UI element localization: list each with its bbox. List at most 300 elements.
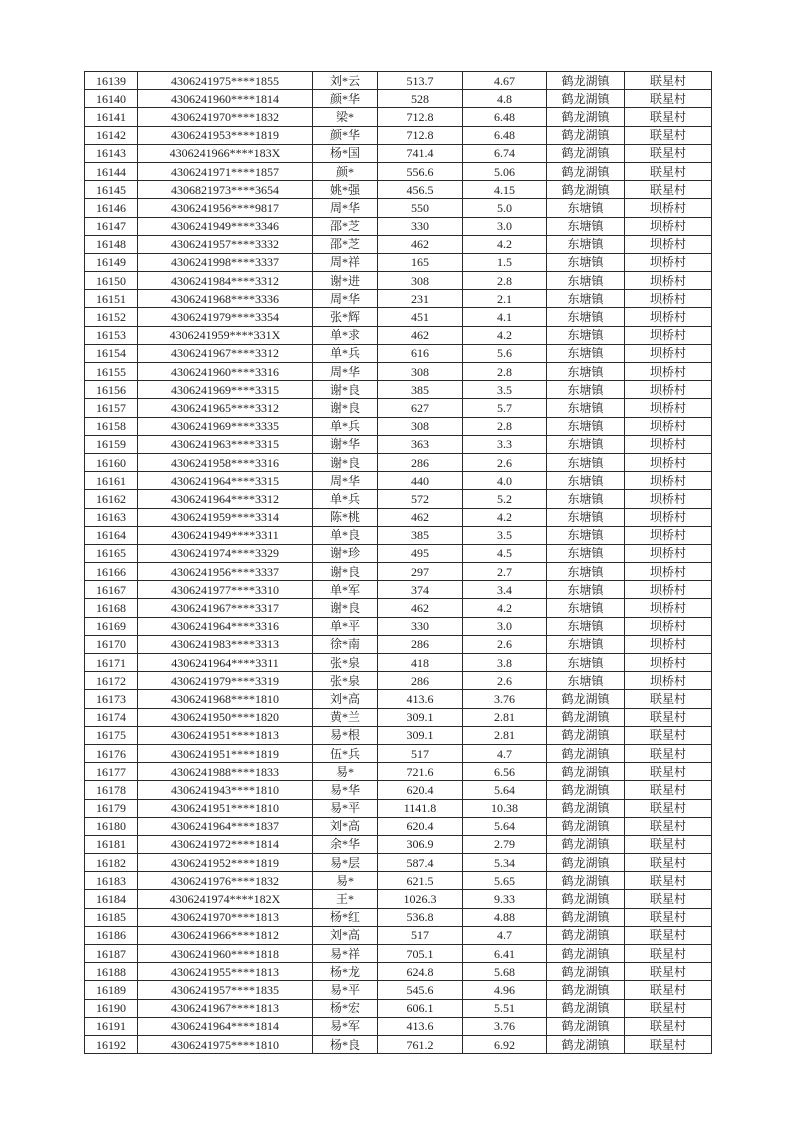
id-number-cell: 4306241963****3315: [138, 435, 313, 453]
amount-cell: 451: [378, 308, 463, 326]
quantity-cell: 3.8: [463, 654, 547, 672]
serial-number-cell: 16154: [85, 344, 138, 362]
name-cell: 易*平: [313, 981, 378, 999]
village-cell: 坝桥村: [625, 599, 712, 617]
amount-cell: 413.6: [378, 1017, 463, 1035]
town-cell: 东塘镇: [547, 490, 625, 508]
town-cell: 鹤龙湖镇: [547, 817, 625, 835]
id-number-cell: 4306241958****3316: [138, 453, 313, 471]
town-cell: 鹤龙湖镇: [547, 1035, 625, 1053]
village-cell: 坝桥村: [625, 453, 712, 471]
village-cell: 联星村: [625, 926, 712, 944]
town-cell: 鹤龙湖镇: [547, 181, 625, 199]
village-cell: 联星村: [625, 781, 712, 799]
serial-number-cell: 16156: [85, 381, 138, 399]
table-row: [85, 490, 712, 508]
amount-cell: 308: [378, 417, 463, 435]
amount-cell: 587.4: [378, 854, 463, 872]
table-row: [85, 617, 712, 635]
table-row: [85, 326, 712, 344]
village-cell: 坝桥村: [625, 490, 712, 508]
records-tbody: [85, 72, 712, 1054]
serial-number-cell: 16192: [85, 1035, 138, 1053]
town-cell: 东塘镇: [547, 472, 625, 490]
village-cell: 联星村: [625, 999, 712, 1017]
village-cell: 坝桥村: [625, 344, 712, 362]
name-cell: 姚*强: [313, 181, 378, 199]
town-cell: 东塘镇: [547, 453, 625, 471]
quantity-cell: 3.4: [463, 581, 547, 599]
name-cell: 易*: [313, 763, 378, 781]
town-cell: 东塘镇: [547, 635, 625, 653]
town-cell: 东塘镇: [547, 272, 625, 290]
amount-cell: 231: [378, 290, 463, 308]
name-cell: 杨*国: [313, 144, 378, 162]
serial-number-cell: 16148: [85, 235, 138, 253]
serial-number-cell: 16143: [85, 144, 138, 162]
name-cell: 陈*桃: [313, 508, 378, 526]
id-number-cell: 4306241968****1810: [138, 690, 313, 708]
id-number-cell: 4306241959****331X: [138, 326, 313, 344]
serial-number-cell: 16190: [85, 999, 138, 1017]
name-cell: 颜*华: [313, 90, 378, 108]
serial-number-cell: 16180: [85, 817, 138, 835]
name-cell: 周*华: [313, 290, 378, 308]
table-row: [85, 1017, 712, 1035]
quantity-cell: 5.64: [463, 781, 547, 799]
quantity-cell: 5.51: [463, 999, 547, 1017]
serial-number-cell: 16174: [85, 708, 138, 726]
name-cell: 刘*高: [313, 817, 378, 835]
name-cell: 单*兵: [313, 417, 378, 435]
town-cell: 鹤龙湖镇: [547, 726, 625, 744]
village-cell: 联星村: [625, 963, 712, 981]
village-cell: 联星村: [625, 908, 712, 926]
name-cell: 易*根: [313, 726, 378, 744]
id-number-cell: 4306241959****3314: [138, 508, 313, 526]
id-number-cell: 4306821973****3654: [138, 181, 313, 199]
quantity-cell: 5.6: [463, 344, 547, 362]
id-number-cell: 4306241972****1814: [138, 835, 313, 853]
town-cell: 鹤龙湖镇: [547, 144, 625, 162]
id-number-cell: 4306241957****3332: [138, 235, 313, 253]
serial-number-cell: 16189: [85, 981, 138, 999]
amount-cell: 517: [378, 744, 463, 762]
name-cell: 杨*宏: [313, 999, 378, 1017]
village-cell: 坝桥村: [625, 635, 712, 653]
serial-number-cell: 16147: [85, 217, 138, 235]
serial-number-cell: 16139: [85, 72, 138, 90]
quantity-cell: 5.64: [463, 817, 547, 835]
quantity-cell: 4.67: [463, 72, 547, 90]
town-cell: 东塘镇: [547, 599, 625, 617]
serial-number-cell: 16153: [85, 326, 138, 344]
quantity-cell: 5.0: [463, 199, 547, 217]
table-row: [85, 890, 712, 908]
village-cell: 联星村: [625, 763, 712, 781]
village-cell: 坝桥村: [625, 508, 712, 526]
quantity-cell: 3.0: [463, 617, 547, 635]
table-row: [85, 435, 712, 453]
table-row: [85, 399, 712, 417]
serial-number-cell: 16151: [85, 290, 138, 308]
amount-cell: 456.5: [378, 181, 463, 199]
name-cell: 杨*良: [313, 1035, 378, 1053]
town-cell: 鹤龙湖镇: [547, 981, 625, 999]
table-row: [85, 599, 712, 617]
serial-number-cell: 16167: [85, 581, 138, 599]
quantity-cell: 2.8: [463, 417, 547, 435]
town-cell: 鹤龙湖镇: [547, 690, 625, 708]
town-cell: 鹤龙湖镇: [547, 763, 625, 781]
town-cell: 东塘镇: [547, 526, 625, 544]
table-row: [85, 162, 712, 180]
village-cell: 坝桥村: [625, 472, 712, 490]
quantity-cell: 4.2: [463, 599, 547, 617]
village-cell: 坝桥村: [625, 399, 712, 417]
quantity-cell: 4.2: [463, 326, 547, 344]
id-number-cell: 4306241967****3312: [138, 344, 313, 362]
quantity-cell: 6.74: [463, 144, 547, 162]
name-cell: 徐*南: [313, 635, 378, 653]
town-cell: 鹤龙湖镇: [547, 872, 625, 890]
quantity-cell: 4.2: [463, 235, 547, 253]
amount-cell: 462: [378, 508, 463, 526]
table-row: [85, 672, 712, 690]
village-cell: 坝桥村: [625, 363, 712, 381]
id-number-cell: 4306241956****9817: [138, 199, 313, 217]
town-cell: 鹤龙湖镇: [547, 926, 625, 944]
name-cell: 谢*良: [313, 563, 378, 581]
town-cell: 鹤龙湖镇: [547, 708, 625, 726]
id-number-cell: 4306241955****1813: [138, 963, 313, 981]
quantity-cell: 4.88: [463, 908, 547, 926]
quantity-cell: 2.6: [463, 635, 547, 653]
quantity-cell: 3.76: [463, 1017, 547, 1035]
table-row: [85, 999, 712, 1017]
village-cell: 联星村: [625, 144, 712, 162]
serial-number-cell: 16178: [85, 781, 138, 799]
town-cell: 东塘镇: [547, 217, 625, 235]
serial-number-cell: 16141: [85, 108, 138, 126]
table-row: [85, 563, 712, 581]
amount-cell: 1141.8: [378, 799, 463, 817]
quantity-cell: 4.5: [463, 544, 547, 562]
name-cell: 张*辉: [313, 308, 378, 326]
quantity-cell: 4.0: [463, 472, 547, 490]
amount-cell: 620.4: [378, 817, 463, 835]
name-cell: 谢*华: [313, 435, 378, 453]
name-cell: 易*华: [313, 781, 378, 799]
town-cell: 东塘镇: [547, 544, 625, 562]
name-cell: 周*华: [313, 199, 378, 217]
id-number-cell: 4306241976****1832: [138, 872, 313, 890]
serial-number-cell: 16186: [85, 926, 138, 944]
table-row: [85, 108, 712, 126]
table-row: [85, 290, 712, 308]
town-cell: 东塘镇: [547, 417, 625, 435]
name-cell: 刘*高: [313, 926, 378, 944]
town-cell: 鹤龙湖镇: [547, 854, 625, 872]
quantity-cell: 10.38: [463, 799, 547, 817]
name-cell: 杨*龙: [313, 963, 378, 981]
village-cell: 联星村: [625, 817, 712, 835]
name-cell: 谢*良: [313, 399, 378, 417]
id-number-cell: 4306241951****1813: [138, 726, 313, 744]
id-number-cell: 4306241984****3312: [138, 272, 313, 290]
quantity-cell: 2.6: [463, 453, 547, 471]
name-cell: 梁*: [313, 108, 378, 126]
quantity-cell: 2.7: [463, 563, 547, 581]
table-row: [85, 544, 712, 562]
name-cell: 易*层: [313, 854, 378, 872]
quantity-cell: 4.8: [463, 90, 547, 108]
town-cell: 鹤龙湖镇: [547, 781, 625, 799]
serial-number-cell: 16155: [85, 363, 138, 381]
name-cell: 单*良: [313, 526, 378, 544]
amount-cell: 286: [378, 635, 463, 653]
village-cell: 联星村: [625, 945, 712, 963]
id-number-cell: 4306241979****3354: [138, 308, 313, 326]
id-number-cell: 4306241960****1818: [138, 945, 313, 963]
quantity-cell: 3.0: [463, 217, 547, 235]
town-cell: 鹤龙湖镇: [547, 835, 625, 853]
id-number-cell: 4306241983****3313: [138, 635, 313, 653]
amount-cell: 495: [378, 544, 463, 562]
town-cell: 东塘镇: [547, 654, 625, 672]
amount-cell: 712.8: [378, 108, 463, 126]
serial-number-cell: 16142: [85, 126, 138, 144]
name-cell: 谢*良: [313, 599, 378, 617]
quantity-cell: 2.8: [463, 363, 547, 381]
quantity-cell: 5.2: [463, 490, 547, 508]
serial-number-cell: 16187: [85, 945, 138, 963]
id-number-cell: 4306241950****1820: [138, 708, 313, 726]
serial-number-cell: 16175: [85, 726, 138, 744]
quantity-cell: 5.06: [463, 162, 547, 180]
amount-cell: 1026.3: [378, 890, 463, 908]
quantity-cell: 2.8: [463, 272, 547, 290]
village-cell: 联星村: [625, 799, 712, 817]
serial-number-cell: 16173: [85, 690, 138, 708]
id-number-cell: 4306241998****3337: [138, 253, 313, 271]
amount-cell: 545.6: [378, 981, 463, 999]
amount-cell: 620.4: [378, 781, 463, 799]
quantity-cell: 5.34: [463, 854, 547, 872]
name-cell: 颜*: [313, 162, 378, 180]
table-row: [85, 708, 712, 726]
quantity-cell: 4.96: [463, 981, 547, 999]
town-cell: 东塘镇: [547, 563, 625, 581]
village-cell: 联星村: [625, 835, 712, 853]
village-cell: 坝桥村: [625, 199, 712, 217]
table-row: [85, 381, 712, 399]
serial-number-cell: 16169: [85, 617, 138, 635]
quantity-cell: 6.92: [463, 1035, 547, 1053]
table-row: [85, 926, 712, 944]
town-cell: 东塘镇: [547, 617, 625, 635]
serial-number-cell: 16188: [85, 963, 138, 981]
table-row: [85, 363, 712, 381]
town-cell: 东塘镇: [547, 235, 625, 253]
town-cell: 鹤龙湖镇: [547, 108, 625, 126]
id-number-cell: 4306241965****3312: [138, 399, 313, 417]
village-cell: 联星村: [625, 708, 712, 726]
id-number-cell: 4306241964****3316: [138, 617, 313, 635]
table-row: [85, 253, 712, 271]
serial-number-cell: 16172: [85, 672, 138, 690]
id-number-cell: 4306241967****3317: [138, 599, 313, 617]
serial-number-cell: 16149: [85, 253, 138, 271]
amount-cell: 624.8: [378, 963, 463, 981]
village-cell: 坝桥村: [625, 217, 712, 235]
id-number-cell: 4306241964****1837: [138, 817, 313, 835]
id-number-cell: 4306241964****3315: [138, 472, 313, 490]
serial-number-cell: 16146: [85, 199, 138, 217]
id-number-cell: 4306241949****3311: [138, 526, 313, 544]
table-row: [85, 272, 712, 290]
town-cell: 东塘镇: [547, 672, 625, 690]
id-number-cell: 4306241966****1812: [138, 926, 313, 944]
serial-number-cell: 16177: [85, 763, 138, 781]
name-cell: 周*华: [313, 472, 378, 490]
village-cell: 联星村: [625, 690, 712, 708]
name-cell: 刘*高: [313, 690, 378, 708]
amount-cell: 761.2: [378, 1035, 463, 1053]
name-cell: 邵*芝: [313, 217, 378, 235]
village-cell: 坝桥村: [625, 417, 712, 435]
name-cell: 周*华: [313, 363, 378, 381]
id-number-cell: 4306241971****1857: [138, 162, 313, 180]
town-cell: 东塘镇: [547, 253, 625, 271]
serial-number-cell: 16163: [85, 508, 138, 526]
quantity-cell: 5.7: [463, 399, 547, 417]
amount-cell: 528: [378, 90, 463, 108]
table-row: [85, 854, 712, 872]
id-number-cell: 4306241952****1819: [138, 854, 313, 872]
quantity-cell: 5.68: [463, 963, 547, 981]
amount-cell: 418: [378, 654, 463, 672]
quantity-cell: 4.2: [463, 508, 547, 526]
id-number-cell: 4306241956****3337: [138, 563, 313, 581]
village-cell: 联星村: [625, 108, 712, 126]
name-cell: 谢*良: [313, 453, 378, 471]
village-cell: 联星村: [625, 726, 712, 744]
quantity-cell: 3.5: [463, 381, 547, 399]
id-number-cell: 4306241970****1832: [138, 108, 313, 126]
id-number-cell: 4306241953****1819: [138, 126, 313, 144]
quantity-cell: 4.1: [463, 308, 547, 326]
village-cell: 坝桥村: [625, 308, 712, 326]
serial-number-cell: 16191: [85, 1017, 138, 1035]
table-row: [85, 581, 712, 599]
village-cell: 坝桥村: [625, 435, 712, 453]
village-cell: 联星村: [625, 744, 712, 762]
town-cell: 鹤龙湖镇: [547, 963, 625, 981]
quantity-cell: 9.33: [463, 890, 547, 908]
table-row: [85, 508, 712, 526]
amount-cell: 413.6: [378, 690, 463, 708]
id-number-cell: 4306241957****1835: [138, 981, 313, 999]
town-cell: 东塘镇: [547, 435, 625, 453]
records-table: [84, 71, 712, 1054]
town-cell: 鹤龙湖镇: [547, 126, 625, 144]
amount-cell: 462: [378, 235, 463, 253]
quantity-cell: 3.3: [463, 435, 547, 453]
name-cell: 刘*云: [313, 72, 378, 90]
quantity-cell: 2.1: [463, 290, 547, 308]
table-row: [85, 144, 712, 162]
amount-cell: 606.1: [378, 999, 463, 1017]
amount-cell: 306.9: [378, 835, 463, 853]
amount-cell: 712.8: [378, 126, 463, 144]
amount-cell: 517: [378, 926, 463, 944]
name-cell: 邵*芝: [313, 235, 378, 253]
amount-cell: 513.7: [378, 72, 463, 90]
id-number-cell: 4306241974****3329: [138, 544, 313, 562]
id-number-cell: 4306241975****1810: [138, 1035, 313, 1053]
quantity-cell: 3.5: [463, 526, 547, 544]
serial-number-cell: 16157: [85, 399, 138, 417]
serial-number-cell: 16160: [85, 453, 138, 471]
quantity-cell: 6.56: [463, 763, 547, 781]
village-cell: 坝桥村: [625, 253, 712, 271]
id-number-cell: 4306241969****3315: [138, 381, 313, 399]
quantity-cell: 6.41: [463, 945, 547, 963]
village-cell: 坝桥村: [625, 326, 712, 344]
town-cell: 东塘镇: [547, 581, 625, 599]
table-row: [85, 945, 712, 963]
name-cell: 单*平: [313, 617, 378, 635]
serial-number-cell: 16166: [85, 563, 138, 581]
id-number-cell: 4306241964****1814: [138, 1017, 313, 1035]
serial-number-cell: 16176: [85, 744, 138, 762]
town-cell: 鹤龙湖镇: [547, 999, 625, 1017]
town-cell: 鹤龙湖镇: [547, 744, 625, 762]
table-row: [85, 872, 712, 890]
amount-cell: 286: [378, 672, 463, 690]
village-cell: 坝桥村: [625, 654, 712, 672]
serial-number-cell: 16170: [85, 635, 138, 653]
village-cell: 坝桥村: [625, 272, 712, 290]
town-cell: 东塘镇: [547, 326, 625, 344]
name-cell: 张*泉: [313, 654, 378, 672]
amount-cell: 363: [378, 435, 463, 453]
quantity-cell: 4.7: [463, 744, 547, 762]
quantity-cell: 6.48: [463, 126, 547, 144]
table-row: [85, 72, 712, 90]
town-cell: 鹤龙湖镇: [547, 72, 625, 90]
town-cell: 东塘镇: [547, 344, 625, 362]
name-cell: 谢*良: [313, 381, 378, 399]
name-cell: 单*兵: [313, 490, 378, 508]
serial-number-cell: 16184: [85, 890, 138, 908]
amount-cell: 297: [378, 563, 463, 581]
id-number-cell: 4306241960****1814: [138, 90, 313, 108]
table-row: [85, 799, 712, 817]
id-number-cell: 4306241968****3336: [138, 290, 313, 308]
quantity-cell: 6.48: [463, 108, 547, 126]
quantity-cell: 2.6: [463, 672, 547, 690]
amount-cell: 572: [378, 490, 463, 508]
serial-number-cell: 16164: [85, 526, 138, 544]
table-row: [85, 199, 712, 217]
town-cell: 东塘镇: [547, 399, 625, 417]
serial-number-cell: 16168: [85, 599, 138, 617]
amount-cell: 462: [378, 599, 463, 617]
village-cell: 坝桥村: [625, 526, 712, 544]
village-cell: 联星村: [625, 181, 712, 199]
